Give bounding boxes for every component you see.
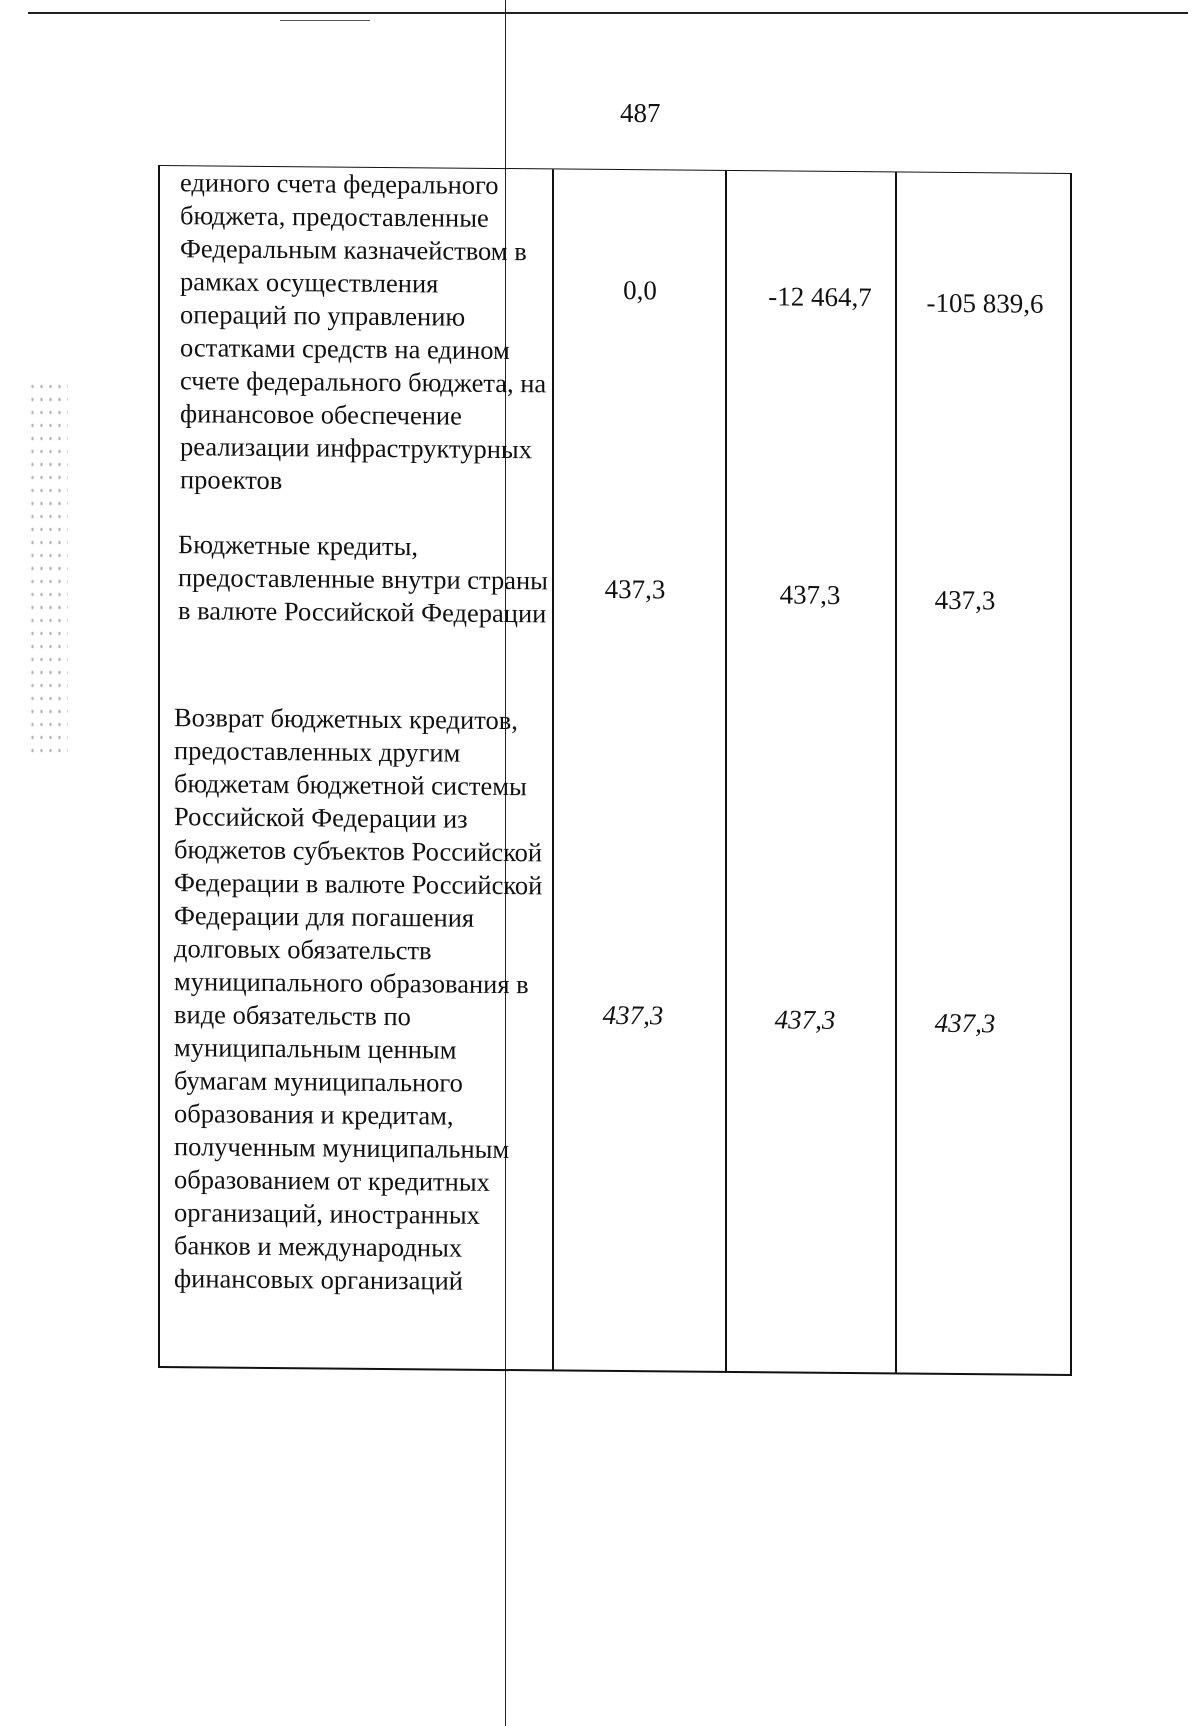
scan-top-rule	[28, 12, 1188, 14]
row-value-3: 437,3	[934, 1007, 996, 1039]
row-value-1: 437,3	[602, 999, 664, 1031]
page-number: 487	[620, 98, 661, 128]
scan-top-rule-short	[280, 20, 370, 21]
row-value-3: -105 839,6	[926, 287, 1044, 319]
row-value-1: 0,0	[623, 275, 657, 306]
scan-specks	[28, 380, 68, 760]
row-value-2: 437,3	[779, 579, 841, 610]
row-value-2: 437,3	[774, 1004, 836, 1035]
row-label: Возврат бюджетных кредитов, предоставленных другим бюджетам бюджетной системы Российской Федерации из бюджетов субъектов Российской Федерации в валюте Российской Федерации для погашения долговых обязательств муниципального образования в виде обязательств по муниципальным ценным бумагам муниципального образования и кредитам, полученным муниципальным образованием от кредитных организаций, иностранных банков и международных финансовых организаций	[174, 702, 543, 1296]
row-label: Бюджетные кредиты, предоставленные внутри страны в валюте Российской Федерации	[178, 529, 548, 629]
table-row	[160, 166, 1070, 509]
row-value-2: -12 464,7	[768, 281, 872, 313]
table-row	[160, 528, 1070, 686]
table-row	[160, 701, 1070, 1374]
row-value-3: 437,3	[934, 584, 996, 616]
budget-table	[158, 165, 1072, 1376]
row-value-1: 437,3	[604, 573, 666, 605]
row-label: единого счета федерального бюджета, предоставленные Федеральным казначейством в рамках осуществления операций по управлению остатками средств на едином счете федерального бюджета, на финансовое обеспечение реализации инфраструктурных проектов	[180, 167, 547, 496]
